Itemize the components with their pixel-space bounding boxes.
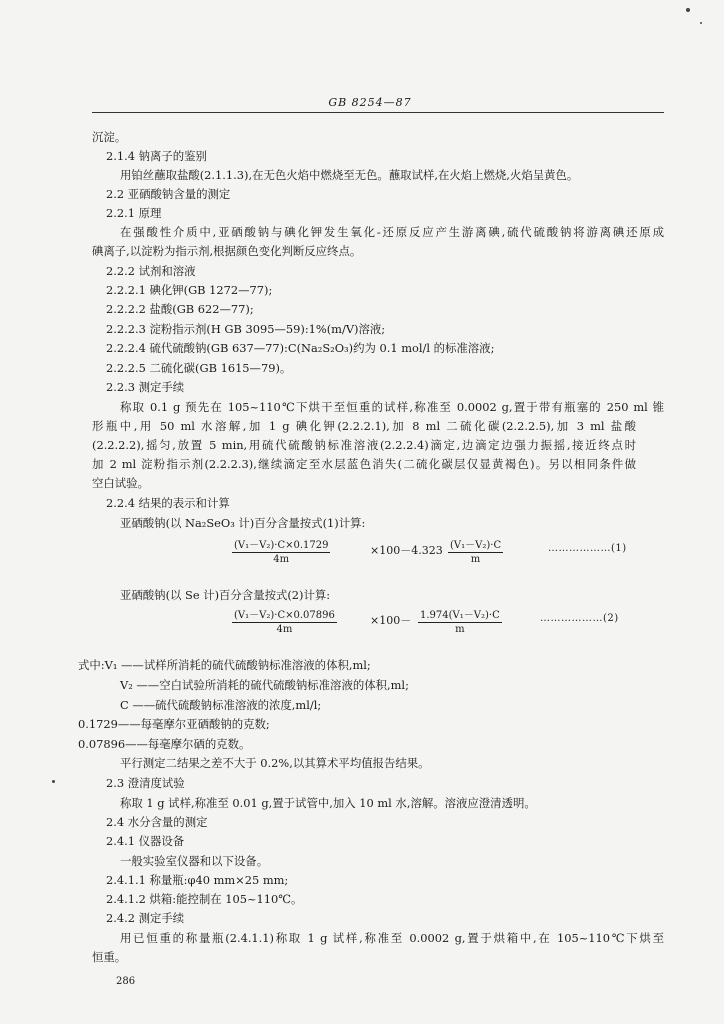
scan-speck <box>700 22 702 24</box>
text-line: 2.4.1.1 称量瓶:φ40 mm×25 mm; <box>106 873 289 887</box>
scan-speck <box>686 8 690 12</box>
text-line: 2.1.4 钠离子的鉴别 <box>106 149 207 163</box>
text-line: 2.4.1.2 烘箱:能控制在 105~110℃。 <box>106 892 303 906</box>
page-number: 286 <box>116 976 136 987</box>
text-line: 2.4.1 仪器设备 <box>106 834 185 848</box>
text-line: C ——硫代硫酸钠标准溶液的浓度,ml/l; <box>120 698 322 712</box>
page-header: GB 8254—87 <box>328 96 412 109</box>
text-line: V₂ ——空白试验所消耗的硫代硫酸钠标准溶液的体积,ml; <box>120 678 409 692</box>
text-line: 2.2.3 测定手续 <box>106 380 185 394</box>
text-line: 2.2.4 结果的表示和计算 <box>106 496 230 510</box>
text-line: 亚硒酸钠(以 Na₂SeO₃ 计)百分含量按式(1)计算: <box>120 516 366 530</box>
text-line: 一般实验室仪器和以下设备。 <box>120 854 269 868</box>
text-line: 2.2.2.1 碘化钾(GB 1272—77); <box>106 283 273 297</box>
text-line: 加 2 ml 淀粉指示剂(2.2.2.3),继续滴定至水层蓝色消失(二硫化碳层仅显黄褐色)。另以相同条件做 <box>92 457 636 471</box>
text-line: 沉淀。 <box>92 130 127 144</box>
text-line: 形瓶中,用 50 ml 水溶解,加 1 g 碘化钾(2.2.2.1),加 8 ml 二硫化碳(2.2.2.5),加 3 ml 盐酸 <box>92 419 636 433</box>
text-line: 2.3 澄清度试验 <box>106 776 185 790</box>
text-line: 称取 0.1 g 预先在 105~110℃下烘干至恒重的试样,称准至 0.0002 g,置于带有瓶塞的 250 ml 锥 <box>120 400 664 414</box>
text-line: 2.2 亚硒酸钠含量的测定 <box>106 187 231 201</box>
text-line: 2.4 水分含量的测定 <box>106 815 208 829</box>
text-line: 2.2.1 原理 <box>106 206 162 220</box>
text-line: 2.4.2 测定手续 <box>106 911 185 925</box>
text-line: 用铂丝蘸取盐酸(2.1.1.3),在无色火焰中燃烧至无色。蘸取试样,在火焰上燃烧,火焰呈黄色。 <box>120 168 579 182</box>
formula-1-number: ………………(1) <box>548 543 627 554</box>
formula-1-middle: ×100－4.323 <box>370 544 443 557</box>
text-line: 2.2.2.2 盐酸(GB 622—77); <box>106 302 254 316</box>
formula-2-middle: ×100－ <box>370 614 412 627</box>
text-line: 0.07896——每毫摩尔硒的克数。 <box>78 737 251 751</box>
text-line: 式中:V₁ ——试样所消耗的硫代硫酸钠标准溶液的体积,ml; <box>78 658 371 672</box>
text-line: 称取 1 g 试样,称准至 0.01 g,置于试管中,加入 10 ml 水,溶解。溶液应澄清透明。 <box>120 796 536 810</box>
text-line: 2.2.2.3 淀粉指示剂(H GB 3095—59):1%(m/V)溶液; <box>106 322 386 336</box>
header-rule <box>92 112 664 113</box>
formula-2-number: ………………(2) <box>540 613 619 624</box>
formula-2-fraction-a: $\frac{\text{(V₁－V₂)·C×0.07896}}{4m}$ <box>232 606 337 635</box>
text-line: 0.1729——每毫摩尔亚硒酸钠的克数; <box>78 717 270 731</box>
formula-1-fraction-a: $\frac{\text{(V₁－V₂)·C×0.1729}}{4m}$ <box>232 536 330 565</box>
text-line: 碘离子,以淀粉为指示剂,根据颜色变化判断反应终点。 <box>92 244 362 258</box>
text-line: 2.2.2.5 二硫化碳(GB 1615—79)。 <box>106 361 292 375</box>
text-line: 平行测定二结果之差不大于 0.2%,以其算术平均值报告结果。 <box>120 756 430 770</box>
scan-speck <box>52 780 55 783</box>
text-line: 在强酸性介质中,亚硒酸钠与碘化钾发生氧化-还原反应产生游离碘,硫代硫酸钠将游离碘还原成 <box>120 225 664 239</box>
formula-2-fraction-b: $\frac{\text{1.974(V₁－V₂)·C}}{m}$ <box>418 606 502 635</box>
text-line: 亚硒酸钠(以 Se 计)百分含量按式(2)计算: <box>120 588 331 602</box>
text-line: 空白试验。 <box>92 476 149 490</box>
text-line: 恒重。 <box>92 950 127 964</box>
text-line: 用已恒重的称量瓶(2.4.1.1)称取 1 g 试样,称准至 0.0002 g,置于烘箱中,在 105~110℃下烘至 <box>120 931 664 945</box>
formula-1-fraction-b: $\frac{\text{(V₁－V₂)·C}}{m}$ <box>448 536 503 565</box>
text-line: 2.2.2 试剂和溶液 <box>106 264 196 278</box>
text-line: 2.2.2.4 硫代硫酸钠(GB 637—77):C(Na₂S₂O₃)约为 0.1 mol/l 的标准溶液; <box>106 341 495 355</box>
text-line: (2.2.2.2),摇匀,放置 5 min,用硫代硫酸钠标准溶液(2.2.2.4)滴定,边滴定边强力振摇,接近终点时 <box>92 438 636 452</box>
